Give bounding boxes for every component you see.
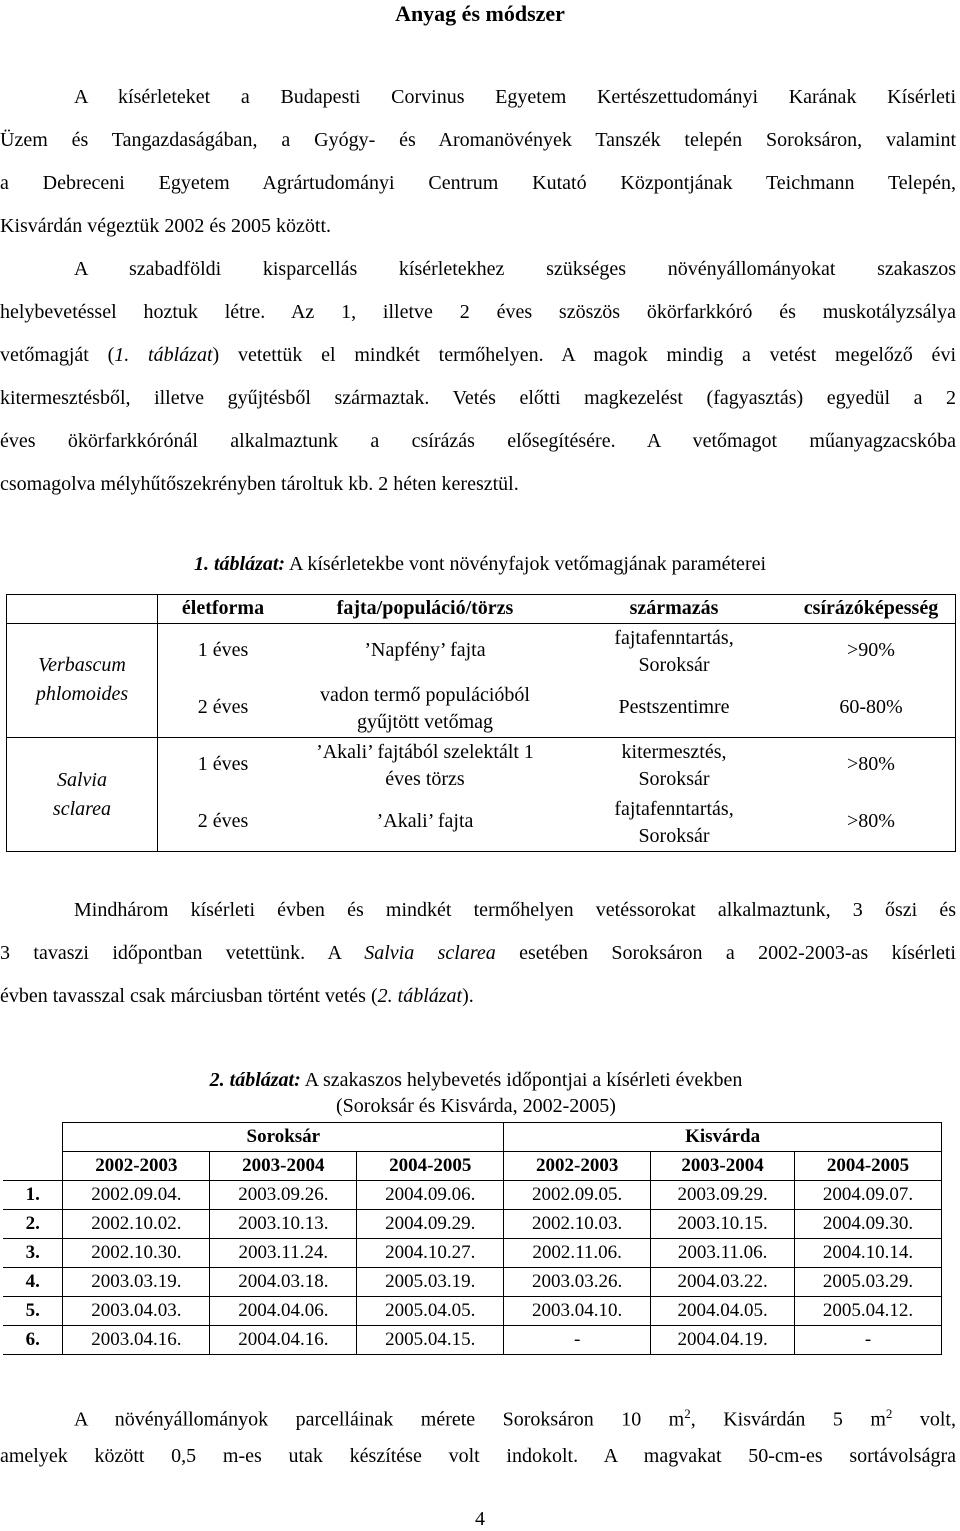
cell-lifeform: 1 éves [197,753,249,775]
cell-lifeform: 2 éves [197,696,249,718]
text-line: vetőmagját (1. táblázat) vetettük el mindkét termőhelyen. A magok mindig a vetést megelőző évi [0,344,956,366]
paragraph-1 [0,76,956,248]
date-cell: 2005.04.12. [795,1297,942,1326]
date-cell: 2003.10.13. [210,1210,357,1239]
date-cell: - [795,1326,942,1355]
date-cell: 2004.04.16. [210,1326,357,1355]
table-row [157,737,955,794]
cell-origin: fajtafenntartás, Soroksár [614,798,734,847]
date-cell: 2004.04.19. [651,1326,795,1355]
table-row [3,1297,942,1326]
date-cell: 2003.03.26. [504,1268,651,1297]
date-cell: 2004.10.14. [795,1239,942,1268]
row-number: 2. [3,1210,63,1239]
date-cell: 2003.03.19. [63,1268,210,1297]
date-cell: 2005.04.15. [357,1326,504,1355]
date-cell: 2004.10.27. [357,1239,504,1268]
cell-germination: >80% [847,753,895,775]
table-row [157,680,955,737]
date-cell: 2004.09.29. [357,1210,504,1239]
date-cell: 2004.04.06. [210,1297,357,1326]
year-header: 2004-2005 [357,1152,504,1181]
row-number: 5. [3,1297,63,1326]
date-cell: 2003.11.06. [651,1239,795,1268]
cell-germination: >80% [847,810,895,832]
section-heading: Anyag és módszer [395,1,565,26]
date-cell: 2005.03.19. [357,1268,504,1297]
cell-origin: kitermesztés, Soroksár [621,741,727,790]
table-row [3,1268,942,1297]
cell-variety: ’Akali’ fajtából szelektált 1 éves törzs [316,741,534,790]
date-cell: 2004.03.22. [651,1268,795,1297]
text-line: 3 tavaszi időpontban vetettünk. A Salvia sclarea esetében Soroksáron a 2002-2003-as kísérleti [0,942,956,964]
cell-origin: Pestszentimre [618,696,730,718]
cell-variety: ’Akali’ fajta [376,810,474,832]
row-number: 4. [3,1268,63,1297]
date-cell: 2005.04.05. [357,1297,504,1326]
cell-lifeform: 2 éves [197,810,249,832]
table-row [3,1239,942,1268]
text-line: helybevetéssel hoztuk létre. Az 1, illetve 2 éves szöszös ökörfarkkóró és muskotályzsálya [0,301,956,323]
column-header-variety: fajta/populáció/törzs [336,597,514,619]
date-cell: 2003.09.29. [651,1181,795,1210]
cell-variety: vadon termő populációból gyűjtött vetőmag [320,684,530,733]
date-cell: 2002.10.30. [63,1239,210,1268]
table-row [3,1181,942,1210]
text-line: évben tavasszal csak márciusban történt vetés (2. táblázat). [0,985,474,1007]
cell-lifeform: 1 éves [197,639,249,661]
column-header-germination: csírázóképesség [803,597,939,619]
cell-germination: >90% [847,639,895,661]
table-1-caption: 1. táblázat: A kísérletekbe vont növényfajok vetőmagjának paraméterei [193,553,767,575]
table-row [157,794,955,851]
table-reference: 2. táblázat [377,985,463,1007]
date-cell: 2004.04.05. [651,1297,795,1326]
text-line: Üzem és Tangazdaságában, a Gyógy- és Aromanövények Tanszék telepén Soroksáron, valamint [0,129,956,151]
text-line: kitermesztésből, illetve gyűjtésből származtak. Vetés előtti magkezelést (fagyasztás) egyedül a 2 [0,387,956,409]
date-cell: 2003.09.26. [210,1181,357,1210]
date-cell: - [504,1326,651,1355]
table-2-label: 2. táblázat: [209,1069,301,1091]
cell-origin: fajtafenntartás, Soroksár [614,627,734,676]
paragraph-4 [0,1392,956,1478]
table-1-body [6,594,956,852]
cell-germination: 60-80% [839,696,903,718]
text-line: amelyek között 0,5 m-es utak készítése volt indokolt. A magvakat 50-cm-es sortávolságra [0,1445,956,1467]
text-line: A szabadföldi kisparcellás kísérletekhez szükséges növényállományokat szakaszos [74,258,956,280]
species-name: phlomoides [35,683,129,705]
paragraph-3 [0,889,956,1018]
date-cell: 2002.09.04. [63,1181,210,1210]
date-cell: 2002.09.05. [504,1181,651,1210]
species-reference: Salvia sclarea [364,942,496,964]
table-2-caption-subtitle: (Soroksár és Kisvárda, 2002-2005) [336,1095,616,1117]
year-header: 2004-2005 [795,1152,942,1181]
date-cell: 2005.03.29. [795,1268,942,1297]
date-cell: 2003.11.24. [210,1239,357,1268]
row-number: 6. [3,1326,63,1355]
text-line: Mindhárom kísérleti évben és mindkét termőhelyen vetéssorokat alkalmaztunk, 3 őszi és [74,899,956,921]
date-cell: 2004.03.18. [210,1268,357,1297]
table-1-label: 1. táblázat: [193,553,286,575]
row-number: 3. [3,1239,63,1268]
date-cell: 2002.10.03. [504,1210,651,1239]
table-reference: 1. táblázat [114,344,213,366]
table-row [3,1210,942,1239]
corner-cell [3,1123,63,1181]
text-line: A kísérleteket a Budapesti Corvinus Egyetem Kertészettudományi Karának Kísérleti [74,86,956,108]
date-cell: 2004.09.30. [795,1210,942,1239]
paragraph-2 [0,248,956,506]
text-line: a Debreceni Egyetem Agrártudományi Centrum Kutató Központjának Teichmann Telepén, [0,172,956,194]
year-header: 2003-2004 [651,1152,795,1181]
table-row [3,1326,942,1355]
date-cell: 2003.04.16. [63,1326,210,1355]
species-name: sclarea [52,798,112,820]
table-2 [3,1122,942,1355]
table-row [157,623,955,680]
page-number: 4 [475,1508,485,1530]
column-header-lifeform: életforma [181,597,265,619]
row-number: 1. [3,1181,63,1210]
date-cell: 2003.10.15. [651,1210,795,1239]
cell-variety: ’Napfény’ fajta [364,639,486,661]
column-header-origin: származás [629,597,719,619]
text-line: Kisvárdán végeztük 2002 és 2005 között. [0,215,332,237]
text-line: éves ökörfarkkórónál alkalmaztunk a csírázás elősegítésére. A vetőmagot műanyagzacskóba [0,430,956,452]
date-cell: 2004.09.07. [795,1181,942,1210]
species-name: Salvia [57,769,107,791]
date-cell: 2003.04.03. [63,1297,210,1326]
year-header: 2002-2003 [63,1152,210,1181]
year-header: 2002-2003 [504,1152,651,1181]
text-line: csomagolva mélyhűtőszekrényben tároltuk kb. 2 héten keresztül. [0,473,519,495]
location-header: Soroksár [63,1123,504,1152]
date-cell: 2002.10.02. [63,1210,210,1239]
location-header: Kisvárda [504,1123,942,1152]
date-cell: 2004.09.06. [357,1181,504,1210]
text-line: A növényállományok parcelláinak mérete Soroksáron 10 $m^2$, Kisvárdán 5 $m^2$ volt, [74,1406,956,1431]
table-2-caption: 2. táblázat: A szakaszos helybevetés időpontjai a kísérleti években (Soroksár és Kisvárda, 2002-2005) [66,1067,886,1119]
year-header: 2003-2004 [210,1152,357,1181]
species-name: Verbascum [38,654,126,676]
date-cell: 2003.04.10. [504,1297,651,1326]
date-cell: 2002.11.06. [504,1239,651,1268]
